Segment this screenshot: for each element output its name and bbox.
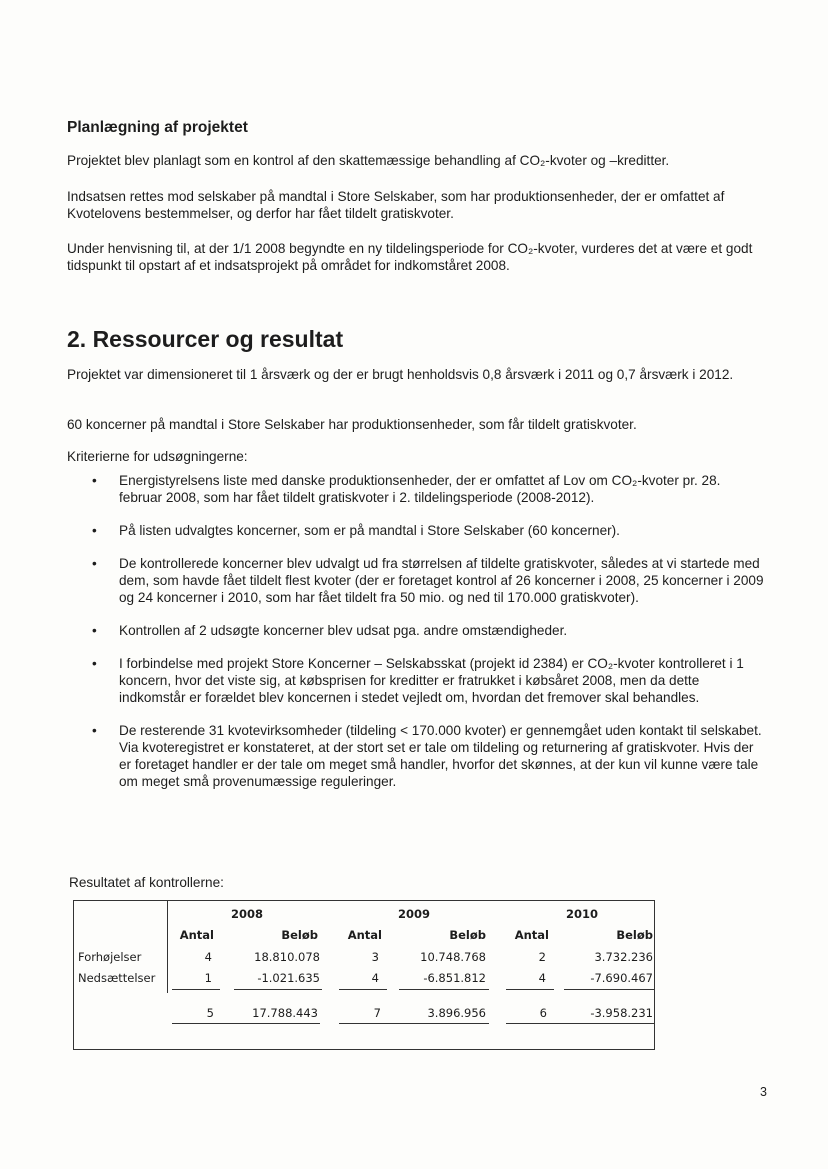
row-label: Forhøjelser [78,950,142,964]
total-cell: 6 [539,1006,547,1020]
paragraph: Indsatsen rettes mod selskaber på mandtal i Store Selskaber, som har produktionsenheder, der er omfattet af Kvotelovens bestemmelser, og derfor har fået tildelt gratiskvoter. [67,189,725,221]
table-cell: 2 [538,950,546,964]
sum-underline [234,989,322,990]
year-header: 2009 [398,907,431,921]
column-header-antal: Antal [347,928,382,942]
results-table [73,900,655,1050]
table-divider [167,901,168,993]
list-item [67,555,767,606]
list-item-text: I forbindelse med projekt Store Koncerner – Selskabsskat (projekt id 2384) er CO₂-kvoter kontrolleret i 1 koncern, hvor det viste sig, at købsprisen for kreditter er fratrukket i købsåret 2008, men da dette indkomstår er forældet blev koncernen i stedet vejledt om, hvordan det fremover skal behandles. [119,656,744,705]
list-item [67,522,767,539]
paragraph: Kriterierne for udsøgningerne: [67,449,248,464]
table-cell: 4 [204,950,212,964]
bullet-icon: • [92,473,97,488]
section-heading-resources: 2. Ressourcer og resultat [67,326,344,352]
column-header-belob: Beløb [616,928,653,942]
sum-underline [506,989,554,990]
list-item-text: På listen udvalgtes koncerner, som er på mandtal i Store Selskaber (60 koncerner). [119,523,620,538]
table-cell: 1 [204,971,212,985]
list-item [67,622,767,639]
bullet-icon: • [92,556,97,571]
total-cell: 3.896.956 [427,1006,486,1020]
paragraph: Projektet var dimensioneret til 1 årsværk og der er brugt henholdsvis 0,8 årsværk i 2011 og 0,7 årsværk i 2012. [67,367,734,382]
row-label: Nedsættelser [78,971,156,985]
table-cell: -1.021.635 [257,971,320,985]
section-heading-planning: Planlægning af projektet [67,119,248,136]
list-item [67,722,767,790]
column-header-antal: Antal [179,928,214,942]
paragraph: Under henvisning til, at der 1/1 2008 begyndte en ny tildelingsperiode for CO₂-kvoter, vurderes det at være et godt tidspunkt til opstart af et indsatsprojekt på området for indkomståret 2008. [67,241,753,273]
criteria-list [67,472,767,806]
table-cell: 4 [538,971,546,985]
bullet-icon: • [92,523,97,538]
table-cell: 18.810.078 [254,950,320,964]
total-underline [506,1023,655,1024]
paragraph: 60 koncerner på mandtal i Store Selskaber har produktionsenheder, som får tildelt gratiskvoter. [67,417,637,432]
total-cell: 5 [206,1006,214,1020]
total-cell: -3.958.231 [590,1006,653,1020]
year-header: 2008 [231,907,264,921]
table-cell: 10.748.768 [420,950,486,964]
bullet-icon: • [92,656,97,671]
sum-underline [339,989,387,990]
bullet-icon: • [92,623,97,638]
list-item-text: De resterende 31 kvotevirksomheder (tildeling < 170.000 kvoter) er gennemgået uden kontakt til selskabet. Via kvoteregistret er konstateret, at der stort set er tale om tildeling og returnering af gratiskvoter. Hvis der er foretaget handler er der tale om meget små handler, hvorfor det skønnes, at der kun vil kunne være tale om meget små provenumæssige reguleringer. [119,723,762,789]
table-cell: 4 [371,971,379,985]
list-item-text: Kontrollen af 2 udsøgte koncerner blev udsat pga. andre omstændigheder. [119,623,568,638]
total-underline [172,1023,320,1024]
column-header-belob: Beløb [281,928,318,942]
page-number: 3 [760,1085,767,1099]
table-cell: 3.732.236 [594,950,653,964]
results-label: Resultatet af kontrollerne: [69,875,224,890]
year-header: 2010 [566,907,599,921]
sum-underline [399,989,489,990]
column-header-belob: Beløb [449,928,486,942]
sum-underline [172,989,220,990]
column-header-antal: Antal [514,928,549,942]
table-cell: 3 [371,950,379,964]
table-cell: -6.851.812 [423,971,486,985]
list-item-text: Energistyrelsens liste med danske produktionsenheder, der er omfattet af Lov om CO₂-kvoter pr. 28. februar 2008, som har fået tildelt gratiskvoter i 2. tildelingsperiode (2008-2012). [119,473,721,505]
sum-underline [564,989,655,990]
total-cell: 7 [373,1006,381,1020]
paragraph: Projektet blev planlagt som en kontrol af den skattemæssige behandling af CO₂-kvoter og –kreditter. [67,153,670,168]
list-item [67,655,767,706]
table-cell: -7.690.467 [590,971,653,985]
total-cell: 17.788.443 [252,1006,318,1020]
list-item-text: De kontrollerede koncerner blev udvalgt ud fra størrelsen af tildelte gratiskvoter, således at vi startede med dem, som havde fået tildelt flest kvoter (der er foretaget kontrol af 26 koncerner i 2008, 25 koncerner i 2009 og 24 koncerner i 2010, som har fået tildelt fra 50 mio. og ned til 170.000 gratiskvoter). [119,556,764,605]
total-underline [339,1023,489,1024]
bullet-icon: • [92,723,97,738]
list-item [67,472,767,506]
